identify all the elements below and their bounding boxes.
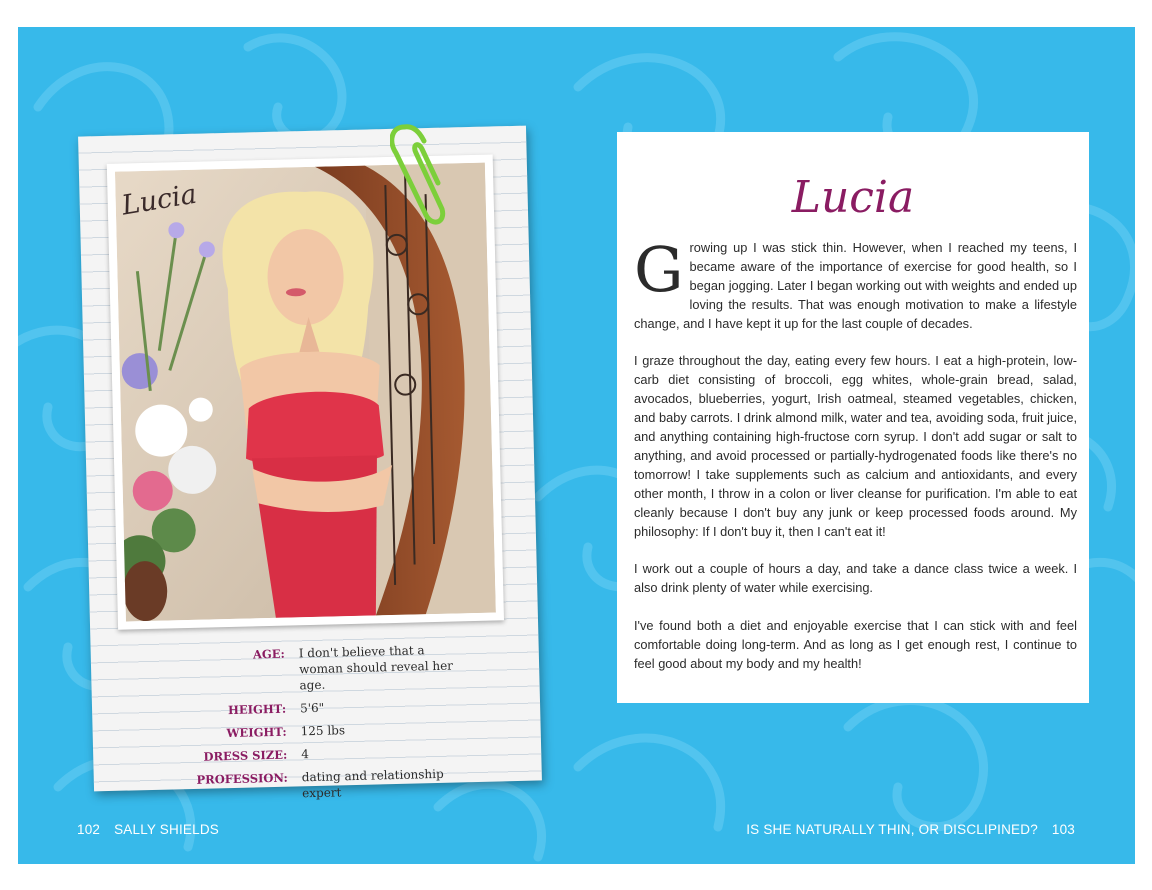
stat-label: WEIGHT: [226,724,287,741]
article-panel [617,132,1089,703]
paragraph-1-text: rowing up I was stick thin. However, when I reached my teens, I became aware of the importance of exercise for good health, so I began jogging. Later I began working out with weights and ended up loving the results. That was enough motivation to make a lifestyle change, and I have kept it up for the last couple of decades. [634,240,1077,331]
stat-label: HEIGHT: [227,701,287,718]
footer-right [746,822,1075,837]
footer-left [77,822,219,837]
stat-value: 125 lbs [300,723,346,739]
book-spread [18,27,1135,864]
stat-value: I don't believe that a woman should reveal her age. [298,643,454,693]
drop-cap: G [634,233,684,306]
stat-value: 4 [301,747,310,762]
paragraph-4: I've found both a diet and enjoyable exercise that I can stick with and feel comfortable doing long-term. And as long as I get enough rest, I continue to feel good about my body and my health! [634,618,1077,671]
portrait-illustration [115,163,496,622]
photo-name-script: Lucia [119,178,199,222]
stat-row-profession [138,764,509,805]
article-title: Lucia [791,172,915,223]
stat-row-age [135,640,506,697]
paragraph-1 [634,233,1077,334]
profile-card [78,126,542,801]
left-running-head: SALLY SHIELDS [114,822,219,837]
right-running-head: IS SHE NATURALLY THIN, OR DISCLIPINED? [746,822,1038,837]
profile-stats [135,640,509,812]
right-page-number: 103 [1051,822,1075,837]
paragraph-2: I graze throughout the day, eating every few hours. I eat a high-protein, low-carb diet consisting of broccoli, egg whites, whole-grain bread, salad, avocados, blueberries, yogurt, Irish oatmeal, steamed vegetables, chicken, and baby carrots. I drink almond milk, water and tea, avoiding soda, fruit juice, and anything containing high-fructose corn syrup. I don't add sugar or salt to anything, and avoid processed or partially-hydrogenated foods like there's no tomorrow! I take supplements such as calcium and antioxidants, and every other month, I throw in a colon or liver cleanse for purification. I'm able to eat cleanly because I don't buy any junk or keep processed foods around. My philosophy: If I don't buy it, then I can't eat it! [634,353,1077,539]
paperclip-icon [390,119,450,229]
stat-label: AGE: [252,646,285,662]
left-page-number: 102 [77,822,101,837]
stat-label: DRESS SIZE: [203,747,288,764]
stat-row-dress-size [137,741,507,766]
stat-label: PROFESSION: [196,770,288,787]
stat-value: 5'6" [299,700,325,716]
stat-row-height [136,695,506,720]
article-body [634,233,1077,693]
stat-row-weight [137,718,507,743]
stat-value: dating and relationship expert [301,766,444,801]
paragraph-3: I work out a couple of hours a day, and take a dance class twice a week. I also drink plenty of water while exercising. [634,561,1077,596]
